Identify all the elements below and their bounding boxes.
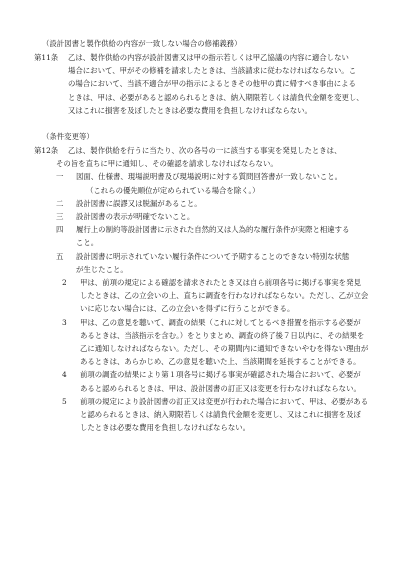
item-text (76, 210, 380, 223)
list-item (34, 210, 380, 223)
article-11-line: 又はこれに損害を及ぼしたときは必要な費用を負担しなければならない。 (68, 105, 312, 115)
paragraph-text (80, 368, 380, 394)
list-item (34, 170, 380, 196)
paragraph-line: したときは必要な費用を負担しなければならない。 (80, 423, 250, 433)
item-number: 一 (56, 172, 64, 182)
list-item (34, 250, 380, 276)
paragraph-line: あると認められるときは、甲は、設計図書の訂正又は変更を行わなければならない。 (80, 383, 361, 393)
article-11-line: 場合において、甲がその修補を請求したときは、当該請求に従わなければならない。こ (68, 66, 357, 76)
article-11-line: ときは、甲は、必要があると認められるときは、納入期限若しくは請負代金額を変更し、 (68, 92, 364, 102)
paragraph-text (80, 276, 380, 316)
paragraph-line: と認められるときは、納入期限若しくは請負代金額を変更し、又はこれに損害を及ぼ (80, 410, 361, 420)
paragraph (34, 368, 380, 394)
item-number: 四 (56, 225, 64, 235)
article-11-heading: （設計図書と製作供給の内容が一致しない場合の修補義務） (42, 39, 242, 48)
item-line: 設計図書に明示されていない履行条件について予期することのできない特別な状態 (76, 251, 350, 261)
item-text (76, 223, 380, 249)
item-line: 履行上の制約等設計図書に示された自然的又は人為的な履行条件が実際と相違する (76, 225, 350, 235)
paragraph-line: 前項の規定により設計図書の訂正又は変更が行われた場合において、甲は、必要がある (80, 396, 369, 406)
paragraph-line: したときは、乙の立会いの上、直ちに調査を行わなければならない。ただし、乙が立会 (80, 291, 369, 301)
paragraph-line: いに応じない場合には、乙の立会いを得ずに行うことができる。 (80, 304, 295, 314)
article-11 (34, 51, 380, 64)
item-line: 設計図書の表示が明確でないこと。 (76, 212, 195, 222)
article-12-text (68, 144, 380, 157)
item-number: 五 (56, 251, 64, 261)
item-line: 設計図書に誤謬又は脱漏があること。 (76, 198, 202, 208)
article-11-body (34, 64, 380, 117)
article-12-number: 第12条 (34, 146, 59, 156)
article-11-line: の場合において、当該不適合が甲の指示によるときその他甲の責に帰すべき事由による (68, 79, 356, 89)
paragraph-line: 甲は、前項の規定による確認を請求されたとき又は自ら前項各号に掲げる事実を発見 (80, 278, 361, 288)
paragraph-line: 甲は、乙の意見を聴いて、調査の結果（これに対してとるべき措置を指示する必要が (80, 317, 361, 327)
item-text (76, 170, 380, 196)
item-line: 図面、仕様書、現場説明書及び現場説明に対する質問回答書が一致しないこと。 (76, 172, 343, 182)
item-line: が生じたこと。 (76, 264, 128, 274)
article-12-heading: （条件変更等） (42, 132, 94, 142)
paragraph-line: 乙に通知しなければならない。ただし、その期間内に通知できないやむを得ない理由が (80, 344, 369, 354)
paragraph-text (80, 316, 380, 369)
paragraph-number: 4 (62, 370, 67, 380)
paragraph-number: 2 (62, 278, 67, 288)
paragraph (34, 276, 380, 316)
paragraph (34, 395, 380, 435)
item-number: 三 (56, 212, 64, 222)
paragraph-line: あるときは、当該指示を含む。）をとりまとめ、調査の終了後７日以内に、その結果を (80, 330, 365, 340)
item-line: こと。 (76, 238, 99, 248)
paragraph-number: 3 (62, 317, 67, 327)
item-text (76, 197, 380, 210)
paragraph-line: あるときは、あらかじめ、乙の意見を聴いた上、当該期間を延長することができる。 (80, 357, 361, 367)
paragraph-text (80, 395, 380, 435)
article-12-intro-line: その旨を直ちに甲に通知し、その確認を請求しなければならない。 (56, 159, 278, 169)
article-11-text (68, 51, 380, 64)
paragraph-number: 5 (62, 396, 67, 406)
paragraph-line: 前項の調査の結果により第１項各号に掲げる事実が確認された場合において、必要が (80, 370, 361, 380)
article-12 (34, 144, 380, 157)
paragraph (34, 316, 380, 369)
article-11-number: 第11条 (34, 53, 59, 62)
article-12-intro-body (34, 157, 380, 170)
document-page (34, 38, 380, 434)
article-12-intro-line: 乙は、製作供給を行うに当たり、次の各号の一に該当する事実を発見したときは、 (68, 146, 342, 156)
item-text (76, 250, 380, 276)
list-item (34, 197, 380, 210)
list-item (34, 223, 380, 249)
article-11-line: 乙は、製作供給の内容が設計図書又は甲の指示若しくは甲乙協議の内容に適合しない (68, 53, 349, 62)
section-spacer (34, 117, 380, 131)
item-number: 二 (56, 198, 64, 208)
item-line: （これらの優先順位が定められている場合を除く。） (86, 185, 260, 195)
